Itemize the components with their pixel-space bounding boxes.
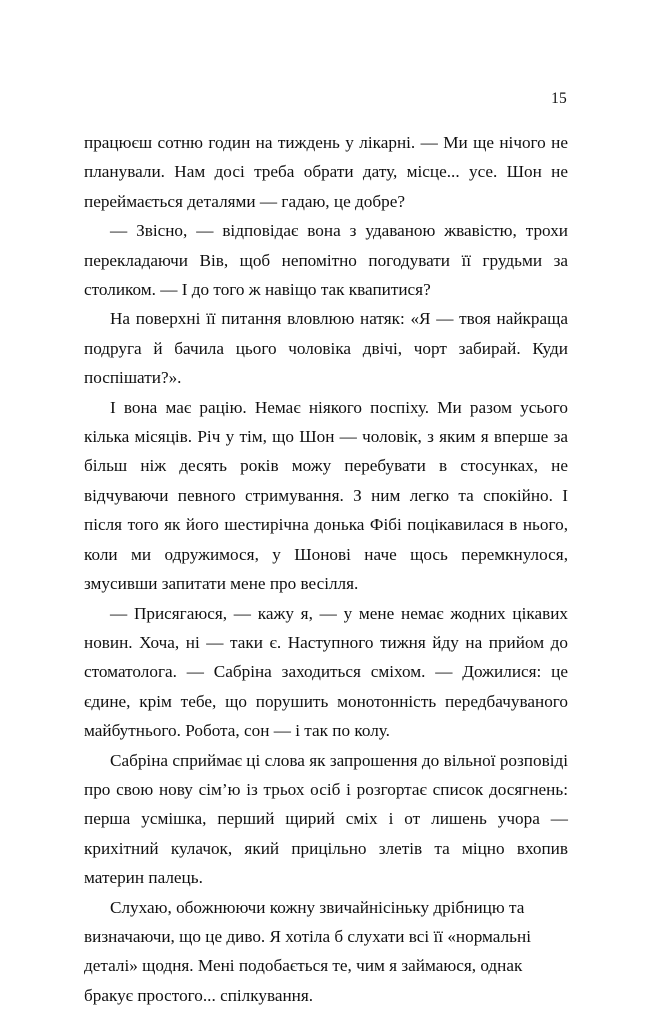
paragraph: працюєш сотню годин на тиждень у лікарні. — Ми ще нічого не планували. Нам досі треба обрати дату, місце... усе. Шон не переймається деталями — гадаю, це добре? [84,133,568,211]
paragraph: На поверхні її питання вловлюю натяк: «Я — твоя найкраща подруга й бачила цього чоловіка двічі, чорт забирай. Куди поспішати?». [84,309,568,388]
paragraph: Слухаю, обожнюючи кожну звичайнісіньку дрібницю та визначаючи, що це диво. Я хотіла б слухати всі її «нормальні деталі» щодня. Мені подобається те, чим я займаюся, однак бракує простого... спілкування. [84,897,531,1005]
paragraph: — Звісно, — відповідає вона з удаваною жвавістю, трохи перекладаючи Вів, щоб непомітно погодувати її грудьми за столиком. — І до того ж навіщо так квапитися? [84,221,568,300]
paragraph: І вона має рацію. Немає ніякого поспіху. Ми разом усього кілька місяців. Річ у тім, що Шон — чоловік, з яким я вперше за більш ніж десять років можу перебувати в стосунках, не відчуваючи певного стримування. З ним легко та спокійно. І після того як його шестирічна донька Фібі поцікавилася в нього, коли ми одружимося, у Шонові наче щось перемкнулося, змусивши запитати мене про весілля. [84,397,568,594]
page-number: 15 [551,90,567,107]
page-body-text [84,128,568,1010]
paragraph: Сабріна сприймає ці слова як запрошення до вільної розповіді про свою нову сім’ю із трьох осіб і розгортає список досягнень: перша усмішка, перший щирий сміх і от лишень учора — крихітний кулачок, який прицільно злетів та міцно вхопив материн палець. [84,750,568,888]
paragraph: — Присягаюся, — кажу я, — у мене немає жодних цікавих новин. Хоча, ні — таки є. Наступного тижня йду на прийом до стоматолога. — Сабріна заходиться сміхом. — Дожилися: це єдине, крім тебе, що порушить монотонність передбачуваного майбутнього. Робота, сон — і так по колу. [84,603,568,741]
